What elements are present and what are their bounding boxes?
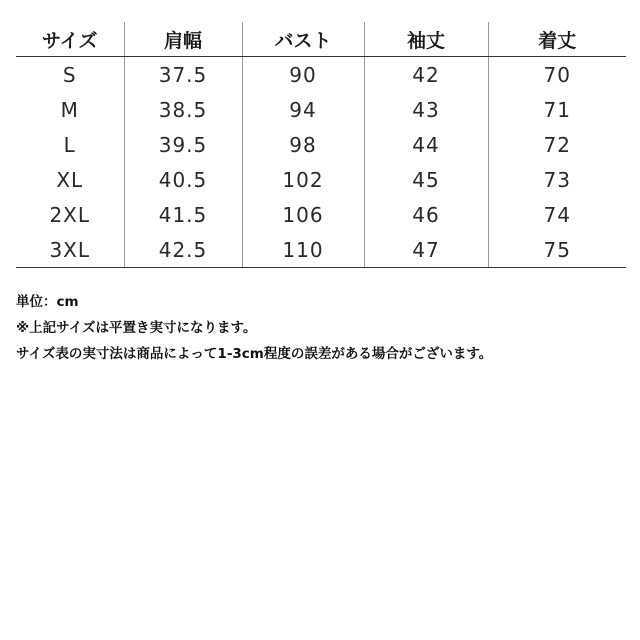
cell-shoulder-width: 40.5 xyxy=(124,162,242,197)
table-row xyxy=(16,127,626,162)
cell-shoulder-width: 39.5 xyxy=(124,127,242,162)
cell-bust: 102 xyxy=(242,162,364,197)
cell-shoulder-width: 41.5 xyxy=(124,197,242,232)
cell-size: 3XL xyxy=(16,232,124,268)
cell-size: 2XL xyxy=(49,202,91,227)
cell-shoulder-width: 38.5 xyxy=(124,92,242,127)
cell-shoulder-width: 37.5 xyxy=(124,57,242,93)
cell-size: XL xyxy=(56,167,84,192)
cell-body-length: 73 xyxy=(488,162,626,197)
cell-body-length: 74 xyxy=(488,197,626,232)
header-bust: バスト xyxy=(242,22,364,57)
table-row xyxy=(16,162,626,197)
cell-bust: 94 xyxy=(242,92,364,127)
table-header-row xyxy=(16,22,626,57)
header-size: サイズ xyxy=(16,22,124,57)
cell-body-length: 71 xyxy=(488,92,626,127)
cell-bust: 98 xyxy=(242,127,364,162)
flat-measurement-note: ※上記サイズは平置き実寸になります。 xyxy=(16,320,257,336)
cell-sleeve-length: 43 xyxy=(364,92,488,127)
cell-body-length: 72 xyxy=(488,127,626,162)
cell-body-length: 75 xyxy=(488,232,626,268)
cell-size: M xyxy=(60,97,79,122)
cell-sleeve-length: 46 xyxy=(364,197,488,232)
cell-sleeve-length: 45 xyxy=(364,162,488,197)
cell-bust: 90 xyxy=(242,57,364,93)
tolerance-note: サイズ表の実寸法は商品によって1-3cm程度の誤差がある場合がございます。 xyxy=(16,346,493,362)
cell-bust: 110 xyxy=(242,232,364,268)
cell-sleeve-length: 47 xyxy=(364,232,488,268)
table-row xyxy=(16,92,626,127)
cell-body-length: 70 xyxy=(488,57,626,93)
cell-sleeve-length: 44 xyxy=(364,127,488,162)
header-body-length: 着丈 xyxy=(488,22,626,57)
table-row xyxy=(16,232,626,268)
header-shoulder-width: 肩幅 xyxy=(124,22,242,57)
cell-bust: 106 xyxy=(242,197,364,232)
size-notes xyxy=(16,289,631,367)
cell-shoulder-width: 42.5 xyxy=(124,232,242,268)
unit-note: 単位：cm xyxy=(16,294,79,310)
cell-sleeve-length: 42 xyxy=(364,57,488,93)
size-chart-table xyxy=(16,22,626,268)
cell-size: S xyxy=(62,62,77,87)
header-sleeve-length: 袖丈 xyxy=(364,22,488,57)
cell-size: L xyxy=(63,132,76,157)
table-row xyxy=(16,57,626,93)
table-row xyxy=(16,197,626,232)
